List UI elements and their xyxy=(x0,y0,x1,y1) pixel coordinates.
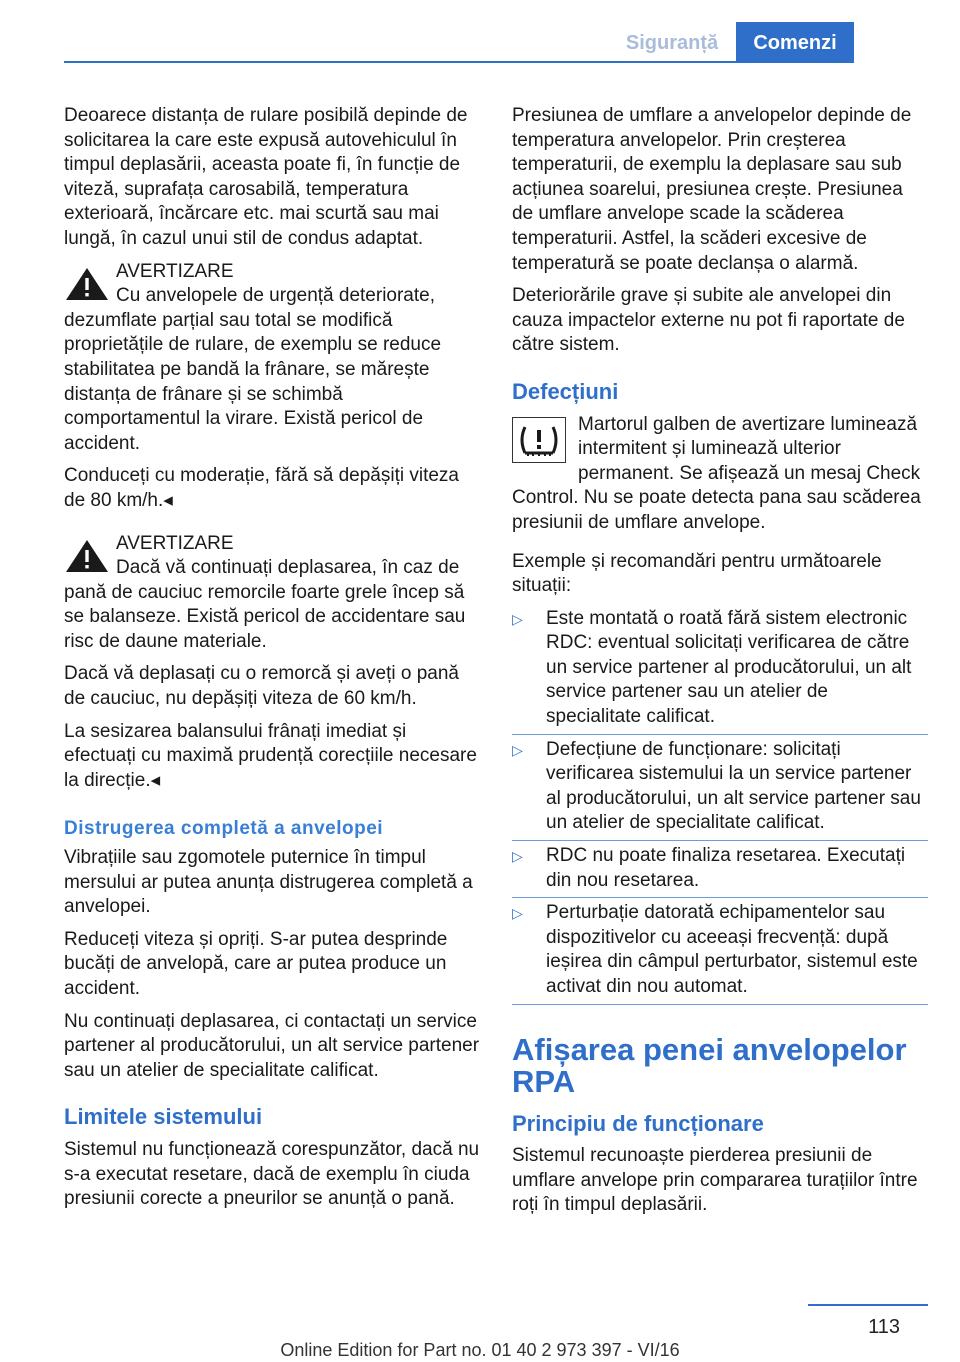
paragraph: Deteriorările grave și subite ale anvelopei din cauza impactelor externe nu pot fi raportate de către sistem. xyxy=(512,285,905,356)
list-item-text: Este montată o roată fără sistem electronic RDC: eventual solicitați verificarea de către un service partener al producătorului, un alt service partener sau un atelier de specialitate calificat. xyxy=(546,607,912,728)
edition-footer: Online Edition for Part no. 01 40 2 973 397 - VI/16 xyxy=(280,1340,680,1360)
bullet-triangle-icon: ▷ xyxy=(512,905,523,922)
subheading-tire-destruction: Distrugerea completă a anvelopei xyxy=(64,818,384,840)
header-divider xyxy=(64,61,854,63)
subheading-malfunctions: Defecțiuni xyxy=(512,378,619,404)
tab-siguranta[interactable]: Siguranță xyxy=(625,32,719,54)
warning-text: Conduceți cu moderație, fără să depășiți viteza de 80 km/h.◂ xyxy=(64,465,459,511)
paragraph: Presiunea de umflare a anvelopelor depinde de temperatura anvelopelor. Prin creșterea temperaturii, de exemplu la deplasare sau sub acțiunea soarelui, presiunea crește. Presiunea de umflare anvelope scade la scăderea temperaturii. Astfel, la scăderi excesive de temperatură se poate declanșa o alarmă. xyxy=(512,105,912,274)
left-column xyxy=(64,104,480,1220)
warning-text: Dacă vă continuați deplasarea, în caz de pană de cauciuc remorcile foarte grele încep să se balanseze. Există pericol de accidentare sau risc de daune materiale. xyxy=(64,557,466,652)
tire-pressure-warning-icon xyxy=(512,417,566,463)
list-item xyxy=(512,607,928,730)
warning-title: AVERTIZARE xyxy=(116,532,234,554)
list-item-text: Perturbație datorată echipamentelor sau dispozitivelor cu aceeași frecvență: după ieșirea din câmpul perturbator, sistemul este activat din nou automat. xyxy=(546,902,918,997)
recommendation-list xyxy=(512,607,928,1000)
tab-comenzi[interactable]: Comenzi xyxy=(736,22,854,62)
paragraph: Martorul galben de avertizare luminează intermitent și luminează ulterior permanent. Se afișează un mesaj Check Control. Nu se poate detecta pana sau scăderea presiunii de umflare anvelope. xyxy=(512,413,921,533)
warning-triangle-icon xyxy=(64,538,110,574)
list-item xyxy=(512,738,928,836)
subheading-operating-principle: Principiu de funcționare xyxy=(512,1110,764,1136)
paragraph: Exemple și recomandări pentru următoarele situații: xyxy=(512,550,882,597)
list-item-text: RDC nu poate finaliza resetarea. Executați din nou resetarea. xyxy=(546,845,906,891)
bullet-triangle-icon: ▷ xyxy=(512,741,523,758)
warning-text: Dacă vă deplasați cu o remorcă și aveți o pană de cauciuc, nu depășiți viteza de 60 km/h. xyxy=(64,663,459,710)
page-header xyxy=(0,0,960,62)
warning-triangle-icon xyxy=(64,266,110,302)
warning-block xyxy=(64,260,480,514)
paragraph: Nu continuați deplasarea, ci contactați un service partener al producătorului, un alt service partener sau un atelier de specialitate calificat. xyxy=(64,1010,480,1081)
paragraph: Reduceți viteza și opriți. S-ar putea desprinde bucăți de anvelopă, care ar putea produce un accident. xyxy=(64,928,448,999)
paragraph: Deoarece distanța de rulare posibilă depinde de solicitarea la care este expusă autovehiculul în timpul deplasării, aceasta poate fi, în funcție de viteză, suprafața carosabilă, temperatura exterioară, încărcare etc. mai scurtă sau mai lungă, în cazul unui stil de condus adaptat. xyxy=(64,105,468,249)
warning-title: AVERTIZARE xyxy=(116,260,234,282)
paragraph: Sistemul recunoaște pierderea presiunii de umflare anvelope prin compararea turațiilor între roți în timpul deplasării. xyxy=(512,1145,918,1216)
list-item xyxy=(512,844,928,893)
paragraph: Sistemul nu funcționează corespunzător, dacă nu s-a executat resetare, dacă de exemplu în ciuda presiunii corecte a pneurilor se anunță o pană. xyxy=(64,1138,480,1210)
warning-text: La sesizarea balansului frânați imediat și efectuați cu maximă prudență corecțiile necesare la direcție.◂ xyxy=(64,720,477,791)
list-item xyxy=(512,901,928,999)
footer-divider xyxy=(808,1304,928,1306)
bullet-triangle-icon: ▷ xyxy=(512,610,523,627)
list-item-text: Defecțiune de funcționare: solicitați verificarea sistemului la un service partener al producătorului, un alt service partener sau un atelier de specialitate calificat. xyxy=(546,738,921,834)
warning-text: Cu anvelopele de urgență deteriorate, dezumflate parțial sau total se modifică proprietățile de rulare, de exemplu se reduce stabilitatea pe bandă la frânare, se mărește distanța de frânare și se schimbă comportamentul la virare. Există pericol de accident. xyxy=(64,285,442,454)
subheading-system-limits: Limitele sistemului xyxy=(64,1104,263,1130)
warning-block xyxy=(64,532,480,794)
paragraph: Vibrațiile sau zgomotele puternice în timpul mersului ar putea anunța distrugerea completă a anvelopei. xyxy=(64,847,473,918)
section-heading-rpa: Afișarea penei anvelopelor RPA xyxy=(512,1031,907,1099)
malfunction-block xyxy=(512,413,928,536)
bullet-triangle-icon: ▷ xyxy=(512,848,523,865)
page-number: 113 xyxy=(868,1316,900,1338)
right-column xyxy=(512,104,928,1226)
